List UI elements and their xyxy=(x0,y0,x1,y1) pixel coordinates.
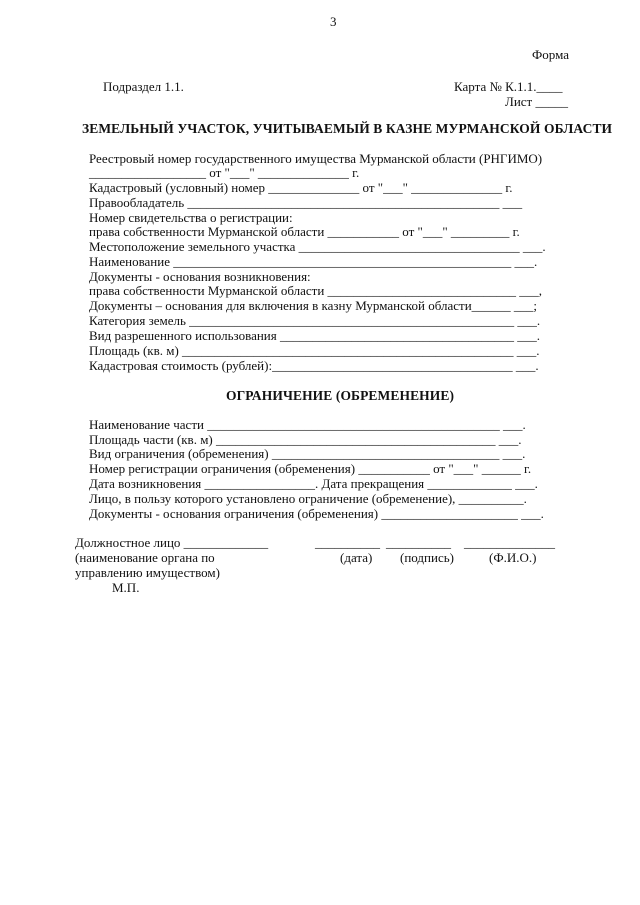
subsection-label: Подраздел 1.1. xyxy=(103,79,184,94)
name-line: ______________ xyxy=(464,535,555,550)
card-number: Карта № К.1.1.____ xyxy=(454,79,563,94)
stamp-label: М.П. xyxy=(112,580,140,595)
field-line: Категория земель __________________________________________________ ___. xyxy=(89,313,541,328)
name-caption: (Ф.И.О.) xyxy=(489,550,537,565)
field-line: права собственности Мурманской области ___________ от "___" _________ г. xyxy=(89,224,520,239)
sheet-number: Лист _____ xyxy=(505,94,568,109)
restriction-line: Наименование части _____________________________________________ ___. xyxy=(89,417,526,432)
field-line: Площадь (кв. м) ___________________________________________________ ___. xyxy=(89,343,540,358)
page-number: 3 xyxy=(330,14,337,29)
restriction-line: Дата возникновения _________________. Дата прекращения _____________ ___. xyxy=(89,476,538,491)
org-label-line1: (наименование органа по xyxy=(75,550,215,565)
restriction-title: ОГРАНИЧЕНИЕ (ОБРЕМЕНЕНИЕ) xyxy=(226,388,455,403)
official-label: Должностное лицо _____________ xyxy=(75,535,269,550)
field-line: Местоположение земельного участка __________________________________ ___. xyxy=(89,239,546,254)
field-line: Кадастровая стоимость (рублей):_____________________________________ ___. xyxy=(89,358,539,373)
field-line: Кадастровый (условный) номер ______________ от "___" ______________ г. xyxy=(89,180,513,195)
field-line: Вид разрешенного использования ____________________________________ ___. xyxy=(89,328,540,343)
form-label: Форма xyxy=(532,47,569,62)
sign-caption: (подпись) xyxy=(400,550,454,565)
org-label-line2: управлению имуществом) xyxy=(75,565,220,580)
document-title: ЗЕМЕЛЬНЫЙ УЧАСТОК, УЧИТЫВАЕМЫЙ В КАЗНЕ МУРМАНСКОЙ ОБЛАСТИ xyxy=(82,121,613,136)
date-line: __________ xyxy=(315,535,380,550)
field-line: Наименование ____________________________________________________ ___. xyxy=(89,254,538,269)
field-line: Правообладатель ________________________________________________ ___ xyxy=(89,195,523,210)
sign-line: __________ xyxy=(386,535,451,550)
field-line: Номер свидетельства о регистрации: xyxy=(89,210,293,225)
field-line: Реестровый номер государственного имущества Мурманской области (РНГИМО) xyxy=(89,151,543,166)
field-line: Документы – основания для включения в казну Мурманской области______ ___; xyxy=(89,298,538,313)
restriction-line: Документы - основания ограничения (обременения) _____________________ ___. xyxy=(89,506,544,521)
date-caption: (дата) xyxy=(340,550,373,565)
field-line: __________________ от "___" ______________ г. xyxy=(89,165,360,180)
restriction-line: Лицо, в пользу которого установлено ограничение (обременение), __________. xyxy=(89,491,527,506)
restriction-line: Площадь части (кв. м) ___________________________________________ ___. xyxy=(89,432,522,447)
field-line: права собственности Мурманской области _____________________________ ___, xyxy=(89,283,543,298)
restriction-line: Номер регистрации ограничения (обременения) ___________ от "___" ______ г. xyxy=(89,461,532,476)
restriction-line: Вид ограничения (обременения) ___________________________________ ___. xyxy=(89,446,526,461)
field-line: Документы - основания возникновения: xyxy=(89,269,311,284)
